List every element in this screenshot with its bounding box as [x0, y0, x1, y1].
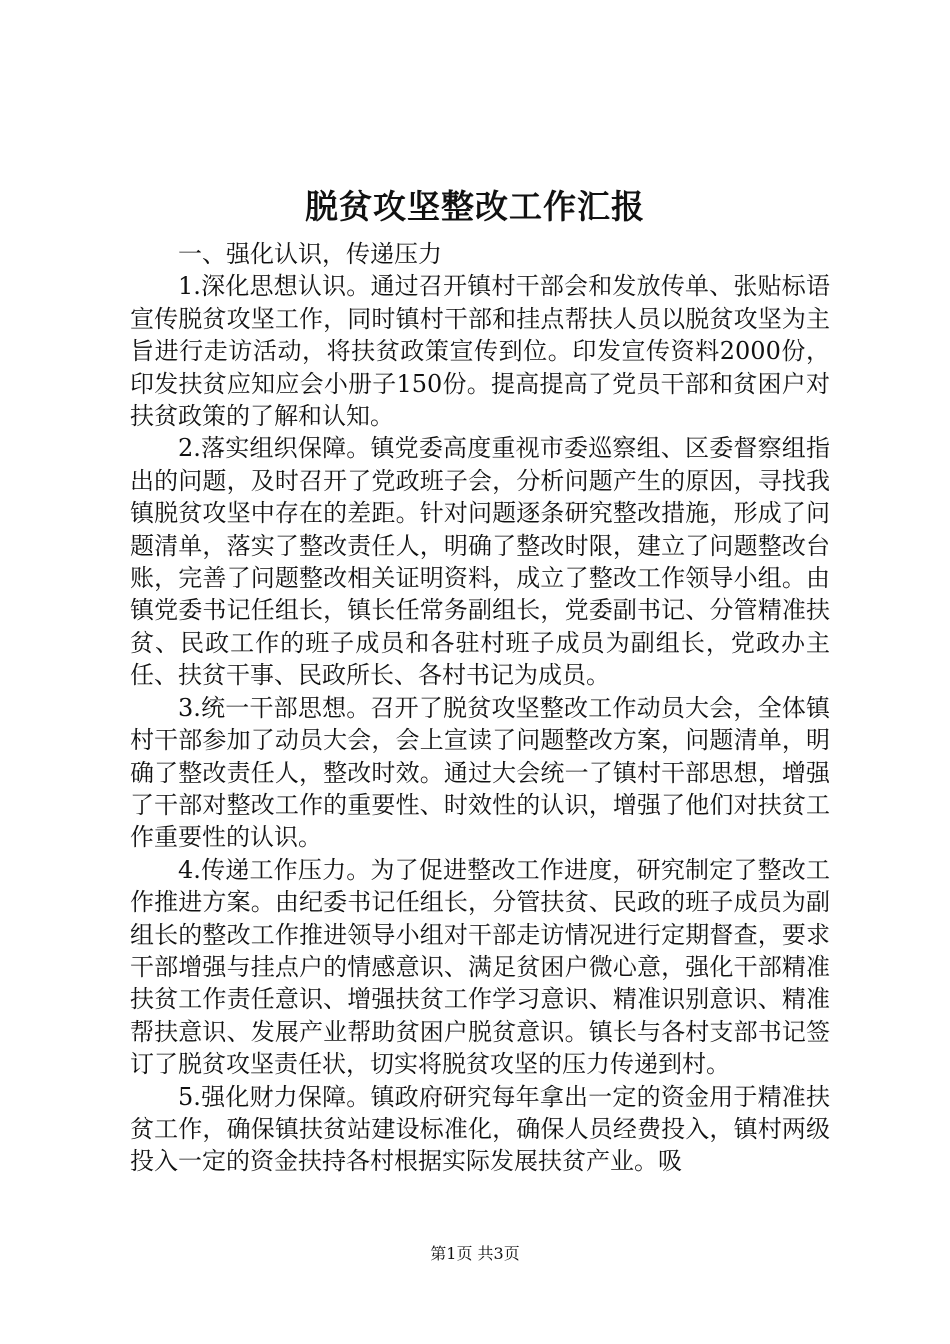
document-title: 脱贫攻坚整改工作汇报	[305, 187, 645, 226]
paragraph-4: 4.传递工作压力。为了促进整改工作进度，研究制定了整改工作推进方案。由纪委书记任组长，分管扶贫、民政的班子成员为副组长的整改工作推进领导小组对干部走访情况进行定期督查，要求干部增强与挂点户的情感意识、满足贫困户微心意，强化干部精准扶贫工作责任意识、增强扶贫工作学习意识、精准识别意识、精准帮扶意识、发展产业帮助贫困户脱贫意识。镇长与各村支部书记签订了脱贫攻坚责任状，切实将脱贫攻坚的压力传递到村。	[130, 855, 830, 1079]
section-heading-1: 一、强化认识，传递压力	[178, 240, 442, 268]
paragraph-5: 5.强化财力保障。镇政府研究每年拿出一定的资金用于精准扶贫工作，确保镇扶贫站建设标准化，确保人员经费投入，镇村两级投入一定的资金扶持各村根据实际发展扶贫产业。吸	[130, 1082, 830, 1176]
page-number-footer: 第1页 共3页	[430, 1244, 520, 1263]
paragraph-3: 3.统一干部思想。召开了脱贫攻坚整改工作动员大会，全体镇村干部参加了动员大会，会上宣读了问题整改方案，问题清单，明确了整改责任人，整改时效。通过大会统一了镇村干部思想，增强了干部对整改工作的重要性、时效性的认识，增强了他们对扶贫工作重要性的认识。	[130, 693, 830, 852]
paragraph-1: 1.深化思想认识。通过召开镇村干部会和发放传单、张贴标语宣传脱贫攻坚工作，同时镇村干部和挂点帮扶人员以脱贫攻坚为主旨进行走访活动，将扶贫政策宣传到位。印发宣传资料2000份，印发扶贫应知应会小册子150份。提高提高了党员干部和贫困户对扶贫政策的了解和认知。	[130, 272, 830, 431]
document-body	[130, 238, 830, 1178]
paragraph-2: 2.落实组织保障。镇党委高度重视市委巡察组、区委督察组指出的问题，及时召开了党政班子会，分析问题产生的原因，寻找我镇脱贫攻坚中存在的差距。针对问题逐条研究整改措施，形成了问题清单，落实了整改责任人，明确了整改时限，建立了问题整改台账，完善了问题整改相关证明资料，成立了整改工作领导小组。由镇党委书记任组长，镇长任常务副组长，党委副书记、分管精准扶贫、民政工作的班子成员和各驻村班子成员为副组长，党政办主任、扶贫干事、民政所长、各村书记为成员。	[130, 434, 830, 690]
